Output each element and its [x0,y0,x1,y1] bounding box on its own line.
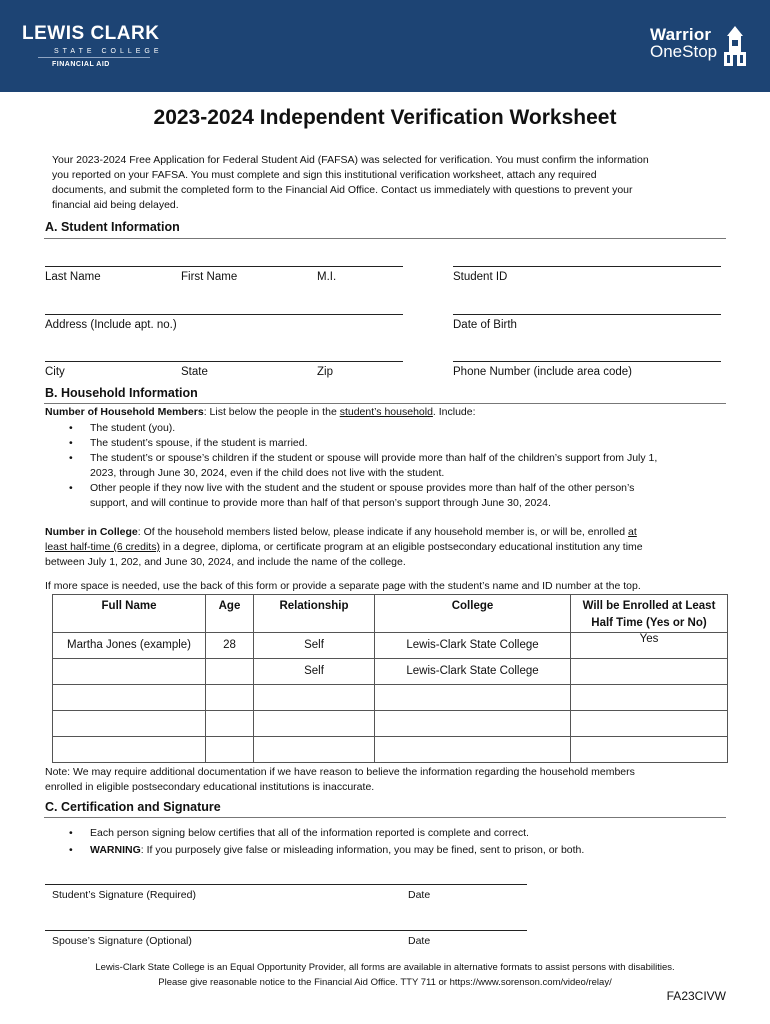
table-cell[interactable] [206,685,254,711]
warning-label: WARNING [90,844,141,856]
section-divider [44,817,726,818]
spouse-signature-line[interactable] [45,930,527,931]
lewis-clark-logo[interactable] [22,23,163,68]
list-item-continued: support, and will continue to provide more than half of that person’s support through June 30, 2024. [90,497,551,509]
table-cell[interactable]: Self [254,659,375,685]
last-name-label: Last Name [45,271,101,283]
table-row [53,685,728,711]
table-cell[interactable]: 28 [206,633,254,659]
household-members-intro [45,405,476,420]
list-item: • Other people if they now live with the student and the student or spouse provides more than half of the other person’s [67,481,657,496]
student-signature-label: Student’s Signature (Required) [52,889,196,901]
page-title: 2023-2024 Independent Verification Worksheet [153,106,617,129]
table-cell[interactable] [53,659,206,685]
footer-line: Lewis-Clark State College is an Equal Opportunity Provider, all forms are available in alternative formats to assist persons with disabilities. [95,962,675,973]
college-text: : Of the household members listed below, please indicate if any household member is, or will be, enrolled [137,526,629,538]
section-b-heading: B. Household Information [45,386,198,400]
table-cell[interactable] [571,685,728,711]
state-label: State [181,366,208,378]
warrior-onestop-logo[interactable] [650,26,717,60]
space-note: If more space is needed, use the back of this form or provide a separate page with the student’s name and ID number at the top. [45,580,641,592]
footer-line: Please give reasonable notice to the Financial Aid Office. TTY 711 or https://www.sorenson.com/video/relay/ [158,977,612,988]
zip-label: Zip [317,366,333,378]
table-cell[interactable] [571,737,728,763]
college-line-2 [45,540,643,555]
logo-warrior-text: Warrior [650,25,712,44]
dob-input-line[interactable] [453,314,721,315]
table-cell[interactable] [206,711,254,737]
college-text: in a degree, diploma, or certificate program at an eligible postsecondary educational institution any time [159,541,643,553]
student-id-label: Student ID [453,271,508,283]
college-line-1 [45,525,643,540]
table-cell[interactable] [375,737,571,763]
college-underline: at [628,526,637,538]
logo-main-text: LEWIS CLARK [22,23,160,44]
logo-divider [38,57,150,58]
table-cell[interactable] [206,737,254,763]
spouse-date-label: Date [408,935,431,947]
table-cell[interactable] [375,711,571,737]
list-item: • The student (you). [67,421,657,436]
intro-line: Your 2023-2024 Free Application for Federal Student Aid (FAFSA) was selected for verification. You must confirm the information [52,154,649,166]
dob-label: Date of Birth [453,319,517,331]
note-line: enrolled in eligible postsecondary educational institutions is inaccurate. [45,781,375,793]
col-full-name: Full Name [53,595,206,633]
list-item-continued: 2023, through June 30, 2024, even if the child does not live with the student. [90,467,445,479]
phone-input-line[interactable] [453,361,721,362]
number-in-college-paragraph [45,525,643,570]
table-row [53,633,728,659]
header-banner [0,0,770,92]
student-id-input-line[interactable] [453,266,721,267]
student-signature-line[interactable] [45,884,527,885]
table-cell[interactable]: Lewis-Clark State College [375,659,571,685]
table-cell[interactable]: Yes [571,633,728,659]
address-label: Address (Include apt. no.) [45,319,177,331]
col-relationship: Relationship [254,595,375,633]
table-cell[interactable] [53,737,206,763]
table-cell[interactable] [254,685,375,711]
intro-line: financial aid being delayed. [52,199,179,211]
spouse-signature-label: Spouse’s Signature (Optional) [52,935,192,947]
section-divider [44,403,726,404]
form-code: FA23CIVW [666,989,726,1003]
table-header-row [53,595,728,633]
table-cell[interactable] [254,711,375,737]
student-date-label: Date [408,889,431,901]
clock-tower-icon [720,24,750,68]
list-item: • The student’s spouse, if the student is married. [67,436,657,451]
logo-sub-text: STATE COLLEGE [54,48,163,55]
members-text: : List below the people in the [203,406,340,418]
first-name-label: First Name [181,271,238,283]
section-c-heading: C. Certification and Signature [45,800,221,814]
household-bullet-list [67,421,657,511]
table-row [53,711,728,737]
phone-label: Phone Number (include area code) [453,366,632,378]
col-college: College [375,595,571,633]
intro-line: you reported on your FAFSA. You must complete and sign this institutional verification worksheet, attach any required [52,169,597,181]
table-cell[interactable] [53,711,206,737]
certification-bullets [67,826,584,858]
table-cell[interactable] [571,711,728,737]
address-input-line[interactable] [45,314,403,315]
section-a-heading: A. Student Information [45,220,180,234]
table-cell[interactable] [254,737,375,763]
household-table [52,594,728,763]
list-item [67,843,584,858]
intro-line: documents, and submit the completed form to the Financial Aid Office. Contact us immediately with questions to prevent your [52,184,633,196]
col-age: Age [206,595,254,633]
half-time-term: least half-time (6 credits) [45,541,160,553]
table-cell[interactable] [571,659,728,685]
city-label: City [45,366,65,378]
table-cell[interactable] [53,685,206,711]
table-row [53,737,728,763]
table-row [53,659,728,685]
verification-note [45,765,635,795]
college-line-3: between July 1, 202, and June 30, 2024, and include the name of the college. [45,556,406,568]
list-item: • The student’s or spouse’s children if the student or spouse will provide more than half of the children’s support from July 1, [67,451,657,466]
list-item: • Each person signing below certifies that all of the information reported is complete and correct. [67,826,584,841]
note-line: Note: We may require additional documentation if we have reason to believe the information regarding the household members [45,766,635,778]
intro-paragraph [52,153,649,213]
members-text-end: . Include: [432,406,476,418]
warning-text: : If you purposely give false or misleading information, you may be fined, sent to prison, or both. [140,844,585,856]
members-label: Number of Household Members [45,406,204,418]
table-cell[interactable]: Martha Jones (example) [53,633,206,659]
col-enrolled: Will be Enrolled at Least Half Time (Yes or No) [571,595,728,633]
logo-onestop-text: OneStop [650,42,718,61]
mi-label: M.I. [317,271,337,283]
table-cell[interactable]: Lewis-Clark State College [375,633,571,659]
table-cell[interactable]: Self [254,633,375,659]
city-input-line[interactable] [45,361,403,362]
students-household-term: student’s household [339,406,433,418]
name-input-line[interactable] [45,266,403,267]
footer [0,960,770,990]
college-label: Number in College [45,526,138,538]
section-divider [44,238,726,239]
logo-unit-text: FINANCIAL AID [52,61,110,68]
table-cell[interactable] [375,685,571,711]
table-cell[interactable] [206,659,254,685]
